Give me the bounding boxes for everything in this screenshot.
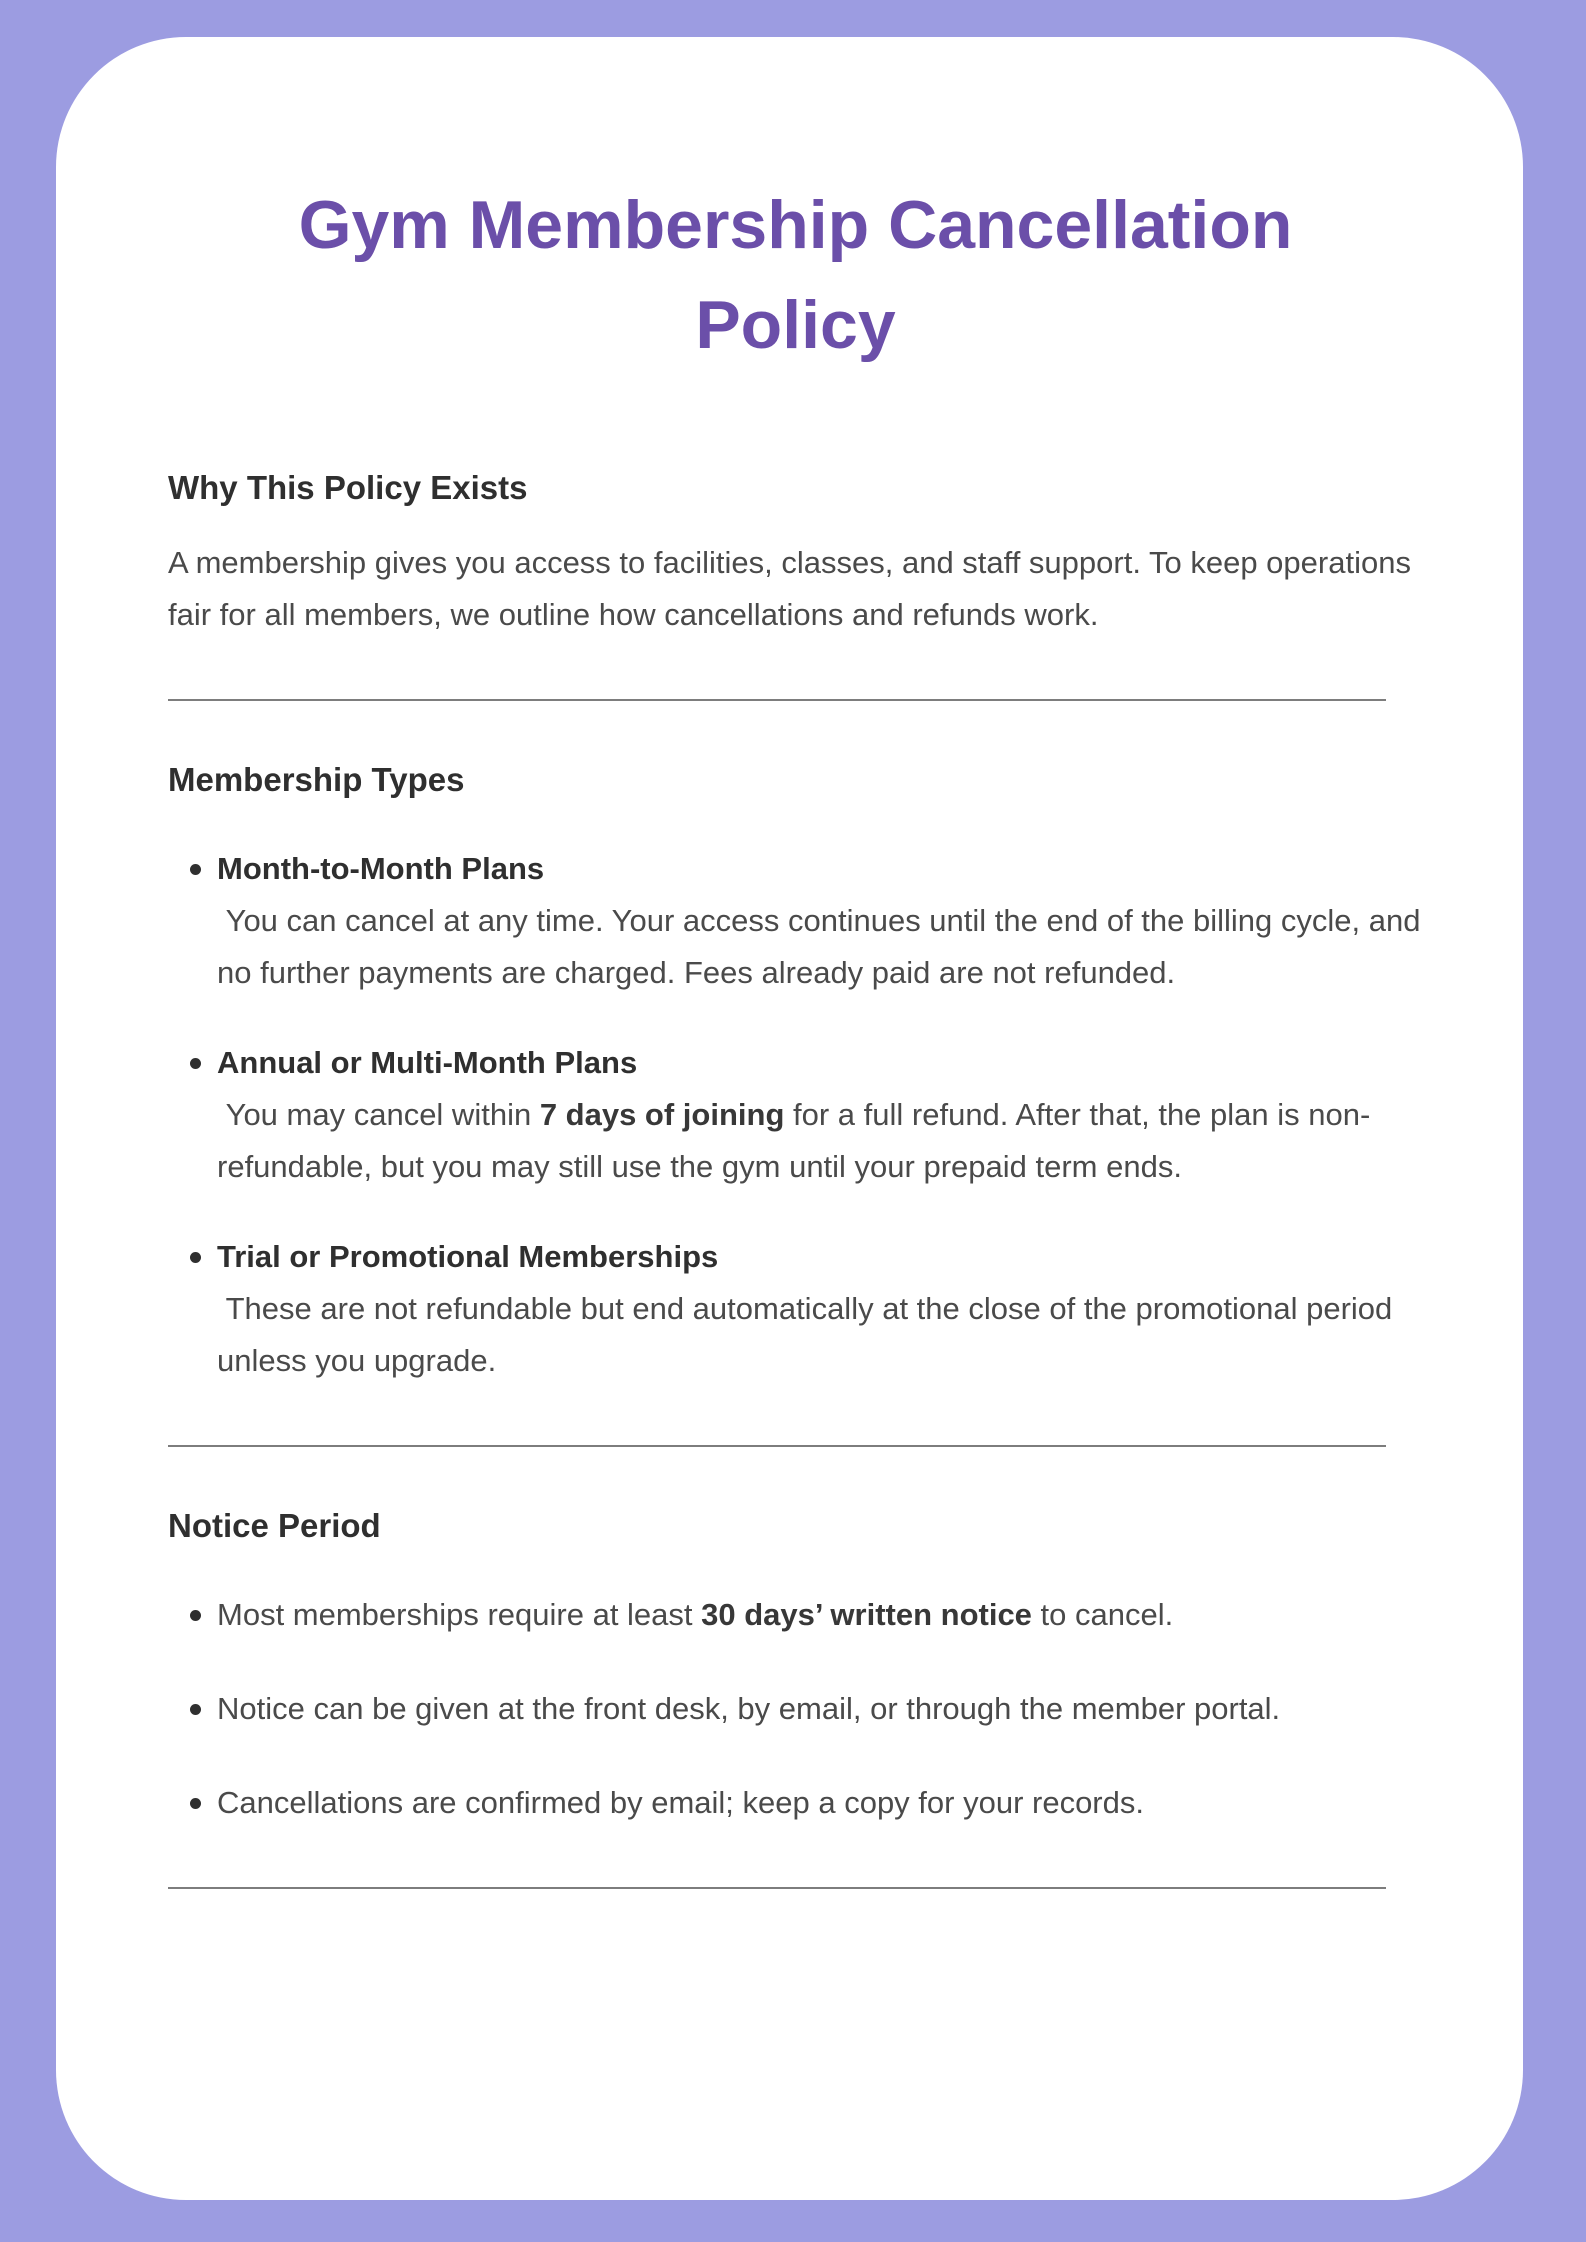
why-policy-paragraph: A membership gives you access to facilities, classes, and staff support. To keep operations fair for all members, we outline how cancellations and refunds work. <box>168 545 1411 632</box>
page-title-line2: Policy <box>695 287 896 363</box>
section-heading-why: Why This Policy Exists <box>168 469 528 506</box>
section-divider <box>168 1887 1386 1889</box>
bullet-icon <box>190 1704 201 1715</box>
notice-period-list <box>168 1589 1423 1829</box>
list-item-text: Most memberships require at least 30 days’ written notice to cancel. <box>217 1597 1174 1632</box>
section-divider <box>168 1445 1386 1447</box>
list-item-month-to-month <box>168 843 1423 999</box>
bullet-icon <box>190 864 201 875</box>
bullet-icon <box>190 1610 201 1621</box>
list-item-text: Notice can be given at the front desk, by email, or through the member portal. <box>217 1691 1281 1726</box>
list-item-title: Trial or Promotional Memberships <box>217 1239 719 1274</box>
list-item-description: You can cancel at any time. Your access continues until the end of the billing cycle, and no further payments are charged. Fees already paid are not refunded. <box>217 903 1421 990</box>
list-item-annual-multi-month <box>168 1037 1423 1193</box>
list-item-description: You may cancel within 7 days of joining for a full refund. After that, the plan is non-refundable, but you may still use the gym until your prepaid term ends. <box>217 1097 1371 1184</box>
page-title-line1: Gym Membership Cancellation <box>298 187 1293 263</box>
bullet-icon <box>190 1058 201 1069</box>
bullet-icon <box>190 1798 201 1809</box>
list-item-confirmation-email <box>168 1777 1423 1829</box>
list-item-description: These are not refundable but end automatically at the close of the promotional period unless you upgrade. <box>217 1291 1393 1378</box>
page-title <box>168 175 1423 375</box>
policy-document-card <box>56 37 1523 2200</box>
bullet-icon <box>190 1252 201 1263</box>
section-divider <box>168 699 1386 701</box>
list-item-written-notice <box>168 1589 1423 1641</box>
list-item-title: Annual or Multi-Month Plans <box>217 1045 638 1080</box>
membership-types-list <box>168 843 1423 1387</box>
section-membership-types <box>168 759 1423 1387</box>
list-item-title: Month-to-Month Plans <box>217 851 545 886</box>
section-why-policy-exists <box>168 467 1423 641</box>
list-item-trial-promotional <box>168 1231 1423 1387</box>
list-item-text: Cancellations are confirmed by email; keep a copy for your records. <box>217 1785 1144 1820</box>
section-heading-notice-period: Notice Period <box>168 1507 381 1544</box>
section-heading-membership-types: Membership Types <box>168 761 465 798</box>
section-notice-period <box>168 1505 1423 1829</box>
list-item-how-to-give-notice <box>168 1683 1423 1735</box>
